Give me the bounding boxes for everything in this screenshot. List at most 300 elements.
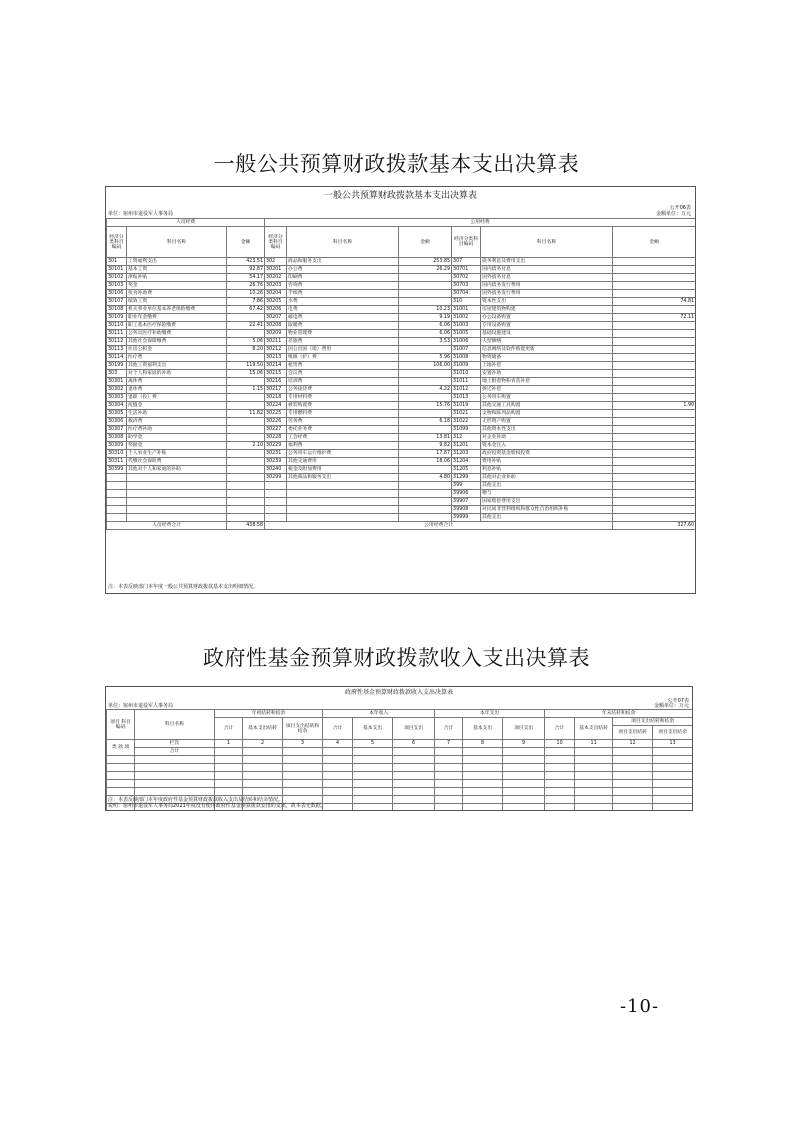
cell-amount: 5.06	[227, 338, 265, 346]
empty-cell	[575, 780, 613, 788]
cell-amount: 3.53	[399, 338, 452, 346]
total-public-label: 公用经费合计	[265, 522, 613, 530]
cell-amount	[613, 506, 696, 514]
cell-name: 其他工资福利支出	[127, 362, 227, 370]
cell-amount: 54.17	[227, 274, 265, 282]
cell-code: 31002	[452, 314, 481, 322]
cell-name: 拆迁补偿	[481, 386, 613, 394]
cell-code: 30304	[107, 402, 127, 410]
cell-name: 奖金	[127, 282, 227, 290]
cell-amount	[399, 370, 452, 378]
cell-code: 31204	[452, 458, 481, 466]
cell-amount	[613, 346, 696, 354]
col-code-header: 经济分类科目编码	[265, 227, 287, 258]
cell-code: 30704	[452, 290, 481, 298]
empty-cell	[353, 780, 393, 788]
section-personnel-header: 人员经费	[107, 219, 265, 227]
cell-name: 租赁费	[287, 362, 399, 370]
empty-cell	[393, 788, 435, 796]
cell-name	[287, 482, 399, 490]
cell-name: 医疗费	[127, 354, 227, 362]
col-number: 4	[323, 740, 353, 748]
cell-code: 303	[107, 370, 127, 378]
empty-cell	[463, 772, 503, 780]
cell-code: 39908	[452, 506, 481, 514]
cell-amount	[613, 290, 696, 298]
cell-amount	[613, 330, 696, 338]
cell-amount	[613, 434, 696, 442]
empty-cell	[215, 764, 243, 772]
empty-cell	[503, 756, 545, 764]
cell-amount	[227, 514, 265, 522]
group-begin-header: 年初结转和结余	[215, 710, 323, 718]
empty-cell	[503, 764, 545, 772]
empty-cell	[545, 756, 575, 764]
cell-code: 312	[452, 434, 481, 442]
col-name-header: 科目名称	[287, 227, 399, 258]
sub-begin-total: 合计	[215, 718, 243, 740]
cell-name: 无形资产购置	[481, 418, 613, 426]
cell-code: 30218	[265, 394, 287, 402]
cell-code: 30201	[265, 266, 287, 274]
cell-code: 30211	[265, 338, 287, 346]
cell-name	[127, 474, 227, 482]
empty-cell	[283, 788, 323, 796]
cell-name: 因公出国（境）费用	[287, 346, 399, 354]
empty-cell	[107, 756, 135, 764]
cell-amount: 10.26	[227, 290, 265, 298]
cell-amount	[613, 482, 696, 490]
cell-amount: 6.06	[399, 322, 452, 330]
cell-name: 工资福利支出	[127, 258, 227, 266]
cell-name: 差旅费	[287, 338, 399, 346]
cell-code: 31021	[452, 410, 481, 418]
fund-budget-table-sheet	[105, 686, 693, 811]
t2-col-code-header: 项目 科目编码	[107, 710, 135, 740]
cell-code	[107, 498, 127, 506]
cell-code: 30225	[265, 410, 287, 418]
empty-cell	[435, 780, 463, 788]
cell-amount: 6.18	[399, 418, 452, 426]
table-row	[107, 442, 696, 450]
cell-amount: 9.19	[399, 314, 452, 322]
cell-name: 助学金	[127, 434, 227, 442]
empty-cell	[435, 756, 463, 764]
col-number: 12	[613, 740, 653, 748]
empty-cell	[575, 772, 613, 780]
col-name-header: 科目名称	[127, 227, 227, 258]
cell-name: 房屋建筑物购建	[481, 306, 613, 314]
table2-unit-label: 单位：宿州市退役军人事务局	[108, 703, 174, 709]
cell-code: 30399	[107, 466, 127, 474]
cell-name: 职业年金缴费	[127, 314, 227, 322]
cell-name	[127, 498, 227, 506]
cell-name: 税金及附加费用	[287, 466, 399, 474]
cell-name: 办公费	[287, 266, 399, 274]
empty-cell	[353, 804, 393, 812]
empty-cell	[107, 772, 135, 780]
cell-amount: 26.76	[227, 282, 265, 290]
cell-code: 307	[452, 258, 481, 266]
cell-name: 土地补偿	[481, 362, 613, 370]
empty-cell	[613, 804, 653, 812]
cell-name: 物业管理费	[287, 330, 399, 338]
cell-amount	[227, 378, 265, 386]
cell-code	[265, 498, 287, 506]
cell-name: 专用材料费	[287, 394, 399, 402]
cell-name: 奖励金	[127, 442, 227, 450]
empty-cell	[435, 804, 463, 812]
table2-heading: 政府性基金预算财政拨款收入支出决算表	[203, 646, 590, 670]
cell-amount	[613, 474, 696, 482]
col-code-header: 经济分类科目编码	[107, 227, 127, 258]
cell-amount	[227, 482, 265, 490]
cell-code: 31203	[452, 450, 481, 458]
table-row	[107, 338, 696, 346]
col-number: 9	[503, 740, 545, 748]
table-row	[107, 506, 696, 514]
cell-name: 办公设备购置	[481, 314, 613, 322]
cell-code: 30213	[265, 354, 287, 362]
cell-code: 30224	[265, 402, 287, 410]
cell-code: 30114	[107, 354, 127, 362]
cell-name: 公务员医疗补助缴费	[127, 330, 227, 338]
cell-code: 39999	[452, 514, 481, 522]
cell-name: 个人农业生产补贴	[127, 450, 227, 458]
col-amount-header: 金额	[613, 227, 696, 258]
t2-col-name-header: 科目名称	[135, 710, 215, 740]
cell-amount	[399, 490, 452, 498]
sub-end-project-carry: 项目支出结转	[613, 726, 653, 740]
cell-amount	[613, 418, 696, 426]
table-row	[107, 450, 696, 458]
empty-cell	[107, 764, 135, 772]
cell-amount	[399, 394, 452, 402]
cell-amount: 5.96	[399, 354, 452, 362]
cell-name: 机关事业单位基本养老保险缴费	[127, 306, 227, 314]
col-number: 13	[653, 740, 693, 748]
empty-cell	[575, 788, 613, 796]
cell-amount: 6.06	[399, 330, 452, 338]
cell-name: 国外债务付息	[481, 274, 613, 282]
table-row	[107, 458, 696, 466]
empty-cell	[613, 764, 653, 772]
empty-cell	[323, 764, 353, 772]
cell-name: 债务利息及费用支出	[481, 258, 613, 266]
sub-income-basic: 基本支出	[353, 718, 393, 740]
cell-name: 会议费	[287, 370, 399, 378]
cell-name: 地上附着物和青苗补偿	[481, 378, 613, 386]
cell-name: 公务接待费	[287, 386, 399, 394]
table-row	[107, 282, 696, 290]
cell-name: 取暖费	[287, 322, 399, 330]
empty-cell	[107, 788, 135, 796]
empty-cell	[215, 772, 243, 780]
cell-code: 30701	[452, 266, 481, 274]
sub-end-basic: 基本支出结转	[575, 718, 613, 740]
cell-name: 救济费	[127, 418, 227, 426]
cell-code: 30308	[107, 434, 127, 442]
table-row	[107, 394, 696, 402]
cell-name: 职工基本医疗保险缴费	[127, 322, 227, 330]
table-row	[107, 258, 696, 266]
empty-cell	[463, 764, 503, 772]
cell-amount	[399, 498, 452, 506]
cell-code: 39907	[452, 498, 481, 506]
cell-code: 31008	[452, 354, 481, 362]
table-row	[107, 362, 696, 370]
cell-amount	[613, 386, 696, 394]
col-amount-header: 金额	[227, 227, 265, 258]
table-row	[107, 410, 696, 418]
cell-amount	[399, 378, 452, 386]
cell-code: 31019	[452, 402, 481, 410]
cell-code: 30101	[107, 266, 127, 274]
cell-name: 咨询费	[287, 282, 399, 290]
cell-amount	[399, 482, 452, 490]
cell-amount: 72.11	[613, 314, 696, 322]
cell-name: 绩效工资	[127, 298, 227, 306]
cell-amount	[613, 354, 696, 362]
cell-code: 399	[452, 482, 481, 490]
table-row	[107, 298, 696, 306]
cell-name: 费用补贴	[481, 458, 613, 466]
cell-name: 其他对个人和家庭的补助	[127, 466, 227, 474]
section-public-header: 公用经费	[265, 219, 696, 227]
empty-cell	[283, 772, 323, 780]
cell-amount	[227, 330, 265, 338]
empty-cell	[283, 764, 323, 772]
cell-amount	[227, 506, 265, 514]
cell-name: 政府投资基金股权投资	[481, 450, 613, 458]
empty-cell	[545, 788, 575, 796]
cell-amount: 10.23	[399, 306, 452, 314]
cell-code: 30206	[265, 306, 287, 314]
cell-amount: 67.42	[227, 306, 265, 314]
cell-amount	[613, 490, 696, 498]
cell-amount	[227, 474, 265, 482]
cell-name	[287, 490, 399, 498]
empty-cell	[653, 804, 693, 812]
cell-amount	[613, 274, 696, 282]
cell-code: 31022	[452, 418, 481, 426]
cell-amount: 1.15	[227, 386, 265, 394]
empty-cell	[215, 756, 243, 764]
cell-code: 30209	[265, 330, 287, 338]
empty-cell	[215, 788, 243, 796]
cell-code: 30106	[107, 290, 127, 298]
empty-cell	[393, 796, 435, 804]
cell-amount: 22.41	[227, 322, 265, 330]
cell-code: 30113	[107, 346, 127, 354]
cell-code: 30204	[265, 290, 287, 298]
empty-cell	[463, 756, 503, 764]
cell-amount	[613, 258, 696, 266]
cell-name: 培训费	[287, 378, 399, 386]
cell-name: 资本金注入	[481, 442, 613, 450]
sub-expense-basic: 基本支出	[463, 718, 503, 740]
empty-cell	[545, 780, 575, 788]
cell-code	[107, 490, 127, 498]
table1-note: 注：本表反映部门本年度一般公共预算财政拨款基本支出明细情况。	[108, 584, 259, 590]
empty-cell	[503, 772, 545, 780]
cell-code: 31007	[452, 346, 481, 354]
empty-cell	[653, 788, 693, 796]
cell-code: 301	[107, 258, 127, 266]
cell-code: 30216	[265, 378, 287, 386]
cell-name: 安置补助	[481, 370, 613, 378]
empty-row	[107, 780, 693, 788]
cell-code: 30226	[265, 418, 287, 426]
empty-cell	[613, 796, 653, 804]
cell-name: 文物和陈列品购置	[481, 410, 613, 418]
cell-amount	[613, 338, 696, 346]
cell-name: 国家赔偿费用支出	[481, 498, 613, 506]
cell-amount: 8.20	[227, 346, 265, 354]
cell-code: 30208	[265, 322, 287, 330]
cell-amount: 17.87	[399, 450, 452, 458]
row-code-label: 类 款 项	[107, 740, 135, 756]
cell-name: 代缴社会保险费	[127, 458, 227, 466]
table1-inner-title: 一般公共预算财政拨款基本支出决算表	[323, 191, 477, 201]
table-row	[107, 322, 696, 330]
col-number: 7	[435, 740, 463, 748]
cell-amount	[613, 514, 696, 522]
cell-name: 资本性支出	[481, 298, 613, 306]
empty-cell	[393, 764, 435, 772]
cell-amount: 119.50	[227, 362, 265, 370]
empty-cell	[135, 764, 215, 772]
total-personnel-label: 人员经费合计	[107, 522, 227, 530]
row-label-columns: 栏次	[135, 740, 215, 748]
cell-code: 30108	[107, 306, 127, 314]
cell-code: 31205	[452, 466, 481, 474]
cell-name: 福利费	[287, 442, 399, 450]
sub-expense-project: 项目支出	[503, 718, 545, 740]
table1-heading: 一般公共预算财政拨款基本支出决算表	[213, 152, 580, 176]
empty-cell	[435, 764, 463, 772]
table-row	[107, 306, 696, 314]
table-row	[107, 330, 696, 338]
cell-name: 公务用车购置	[481, 394, 613, 402]
empty-cell	[135, 788, 215, 796]
basic-expenditure-table	[106, 218, 696, 530]
cell-name: 住房公积金	[127, 346, 227, 354]
cell-amount	[399, 290, 452, 298]
cell-code: 31012	[452, 386, 481, 394]
table-row	[107, 466, 696, 474]
cell-code: 30212	[265, 346, 287, 354]
cell-amount	[399, 274, 452, 282]
cell-code: 30214	[265, 362, 287, 370]
cell-code: 30111	[107, 330, 127, 338]
cell-amount	[399, 506, 452, 514]
empty-row	[107, 788, 693, 796]
cell-amount: 423.51	[227, 258, 265, 266]
cell-amount	[613, 498, 696, 506]
table1-amount-unit: 金额单位：万元	[655, 211, 691, 217]
cell-code: 30203	[265, 282, 287, 290]
cell-name: 其他交通费用	[287, 458, 399, 466]
empty-cell	[613, 788, 653, 796]
cell-amount	[613, 450, 696, 458]
sub-end-total: 合计	[545, 718, 575, 740]
cell-amount	[613, 266, 696, 274]
cell-name: 公务用车运行维护费	[287, 450, 399, 458]
cell-code: 31001	[452, 306, 481, 314]
col-amount-header: 金额	[399, 227, 452, 258]
cell-name: 其他商品和服务支出	[287, 474, 399, 482]
empty-cell	[503, 796, 545, 804]
empty-cell	[323, 772, 353, 780]
empty-row	[107, 764, 693, 772]
cell-code: 31010	[452, 370, 481, 378]
cell-amount	[227, 450, 265, 458]
cell-code	[265, 482, 287, 490]
cell-amount	[613, 426, 696, 434]
empty-cell	[653, 764, 693, 772]
cell-code: 30215	[265, 370, 287, 378]
cell-name: 其他资本性支出	[481, 426, 613, 434]
cell-amount	[613, 410, 696, 418]
empty-cell	[575, 764, 613, 772]
table-row	[107, 386, 696, 394]
empty-cell	[463, 796, 503, 804]
cell-code	[265, 506, 287, 514]
cell-amount	[613, 378, 696, 386]
col-number: 2	[243, 740, 283, 748]
cell-name: 其他交通工具购置	[481, 402, 613, 410]
table1-form-no: 公开06表	[669, 205, 691, 211]
cell-amount	[227, 402, 265, 410]
cell-name: 维修（护）费	[287, 354, 399, 362]
cell-amount: 1.90	[613, 402, 696, 410]
cell-amount: 74.81	[613, 298, 696, 306]
cell-amount: 26.29	[399, 266, 452, 274]
cell-code: 30299	[265, 474, 287, 482]
empty-cell	[323, 788, 353, 796]
total-personnel-value: 438.58	[227, 522, 265, 530]
cell-code: 30110	[107, 322, 127, 330]
row-label-total: 合计	[135, 748, 215, 756]
cell-name: 专用设备购置	[481, 322, 613, 330]
table-row	[107, 290, 696, 298]
cell-name: 其他对企业补助	[481, 474, 613, 482]
cell-amount	[399, 282, 452, 290]
table2-inner-title: 政府性基金预算财政拨款收入支出决算表	[344, 689, 453, 696]
cell-amount: 18.06	[399, 458, 452, 466]
cell-code: 30229	[265, 442, 287, 450]
cell-amount	[613, 362, 696, 370]
group-income-header: 本年收入	[323, 710, 435, 718]
empty-cell	[393, 756, 435, 764]
cell-amount	[227, 490, 265, 498]
cell-amount: 15.76	[399, 402, 452, 410]
cell-name: 离休费	[127, 378, 227, 386]
cell-name: 对企业补助	[481, 434, 613, 442]
table-row	[107, 490, 696, 498]
cell-code: 302	[265, 258, 287, 266]
empty-cell	[435, 772, 463, 780]
empty-row	[107, 756, 693, 764]
empty-cell	[243, 764, 283, 772]
table-row	[107, 482, 696, 490]
cell-amount: 9.82	[399, 442, 452, 450]
cell-code: 31005	[452, 330, 481, 338]
cell-name: 手续费	[287, 290, 399, 298]
empty-cell	[283, 780, 323, 788]
table-row	[107, 498, 696, 506]
